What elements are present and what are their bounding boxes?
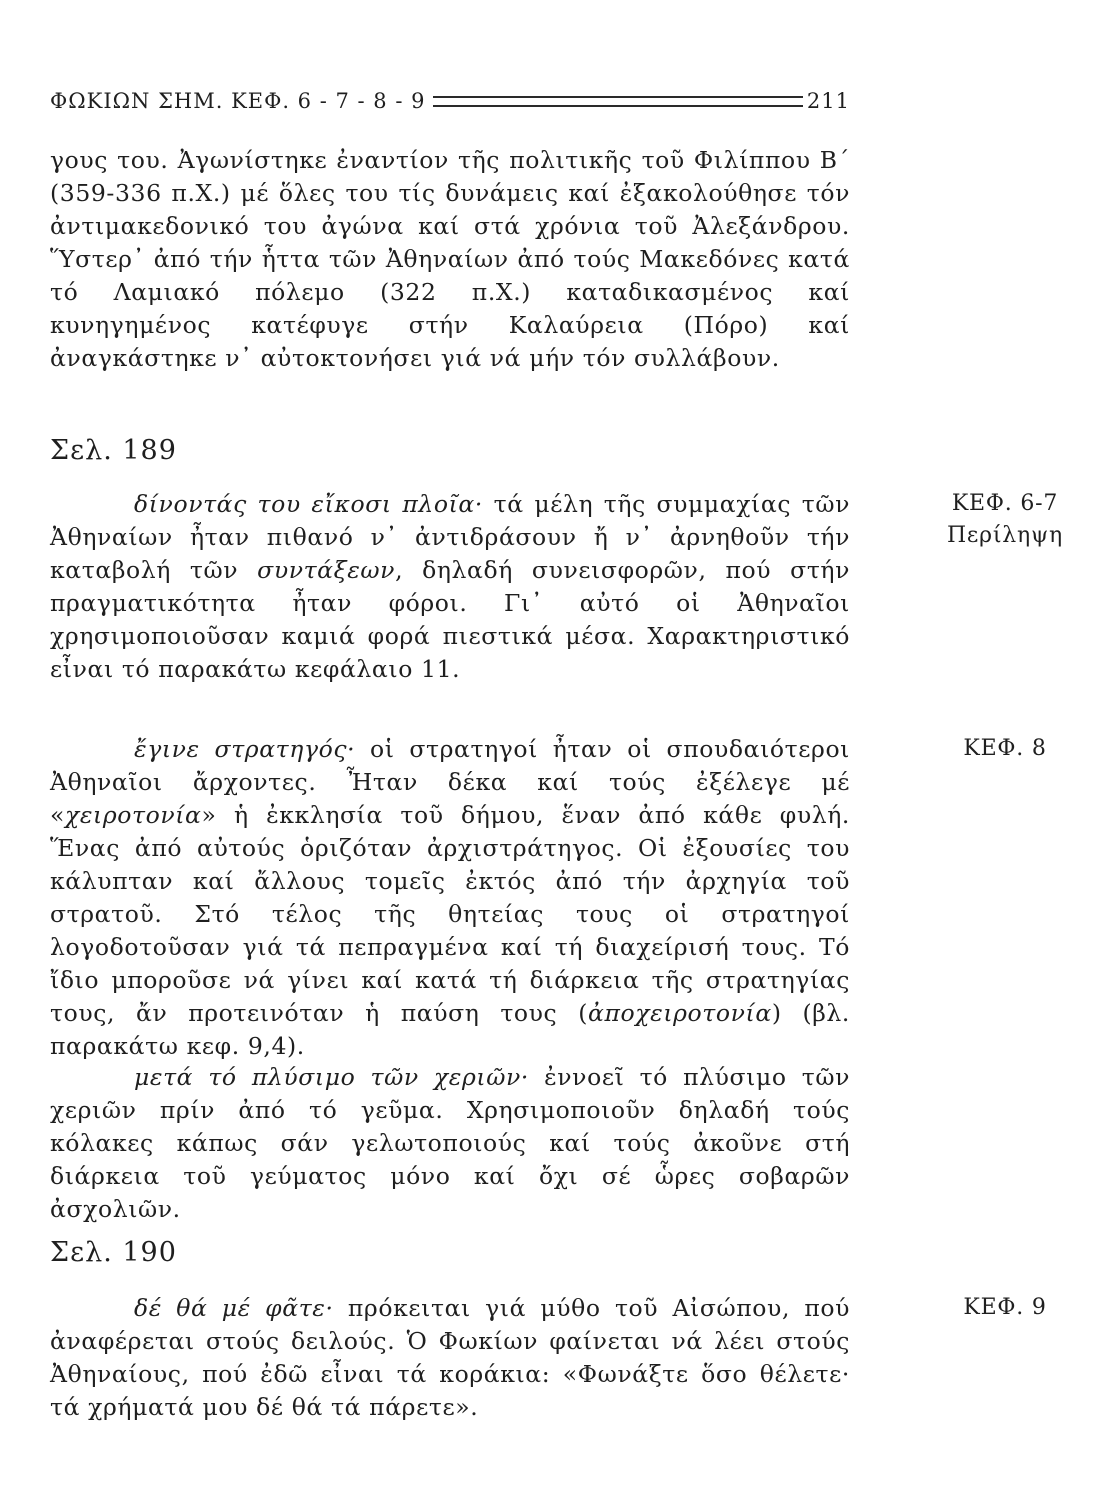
note-term: ἔγινε στρατηγός· xyxy=(134,735,356,763)
note-text: ) (βλ. παρακάτω κεφ. 9,4). xyxy=(50,999,851,1060)
section-heading-190: Σελ. 190 xyxy=(50,1237,177,1268)
margin-label: ΚΕΦ. 6-7 xyxy=(951,491,1059,516)
note-text: τά μέλη τῆς συμμαχίας τῶν Ἀθηναίων ἦταν πιθανό ν᾽ ἀντιδράσουν ἤ ν᾽ ἀρνηθοῦν τήν καταβολή τῶν xyxy=(50,490,850,584)
note-text: » ἡ ἐκκλησία τοῦ δήμου, ἕναν ἀπό κάθε φυλή. Ἕνας ἀπό αὐτούς ὁριζόταν ἀρχιστράτηγος. Οἱ ἐξουσίες του κάλυπταν καί ἄλλους τομεῖς ἐκτός ἀπό τήν ἀρχηγία τοῦ στρατοῦ. Στό τέλος τῆς θητείας τους οἱ στρατηγοί λογοδοτοῦσαν γιά τά πεπραγμένα καί τή διαχείρισή τους. Τό ἴδιο μποροῦσε νά γίνει καί κατά τή διάρκεια τῆς στρατηγίας τους, ἄν προτεινόταν ἡ παύση τους ( xyxy=(50,801,850,1027)
margin-note-kef-8 xyxy=(930,733,1080,765)
note-block xyxy=(50,1061,850,1226)
margin-label: ΚΕΦ. 9 xyxy=(963,1295,1047,1320)
note-text: πρόκειται γιά μύθο τοῦ Αἰσώπου, πού ἀναφέρεται στούς δειλούς. Ὁ Φωκίων φαίνεται νά λέει στούς Ἀθηναίους, πού ἐδῶ εἶναι τά κοράκια: «Φωνάξτε ὅσο θέλετε· τά χρήματά μου δέ θά τά πάρετε». xyxy=(50,1294,850,1421)
intro-paragraph-block xyxy=(50,144,850,375)
note-paragraph xyxy=(50,1061,850,1226)
note-text: οἱ στρατηγοί ἦταν οἱ σπουδαιότεροι Ἀθηναῖοι ἄρχοντες. Ἦταν δέκα καί τούς ἐξέλεγε μέ « xyxy=(50,735,851,829)
margin-note-kef-9 xyxy=(930,1292,1080,1324)
running-header xyxy=(50,86,850,116)
note-block xyxy=(50,733,850,1063)
note-term: δέ θά μέ φᾶτε· xyxy=(134,1294,334,1322)
note-paragraph xyxy=(50,1292,850,1424)
note-text: ἐννοεῖ τό πλύσιμο τῶν χεριῶν πρίν ἀπό τό γεῦμα. Χρησιμοποιοῦν δηλαδή τούς κόλακες κάπως σάν γελωτοποιούς καί τούς ἀκοῦνε στή διάρκεια τοῦ γεύματος μόνο καί ὄχι σέ ὧρες σοβαρῶν ἀσχολιῶν. xyxy=(50,1063,851,1223)
note-text: , δηλαδή συνεισφορῶν, πού στήν πραγματικότητα ἦταν φόροι. Γι᾽ αὐτό οἱ Ἀθηναῖοι χρησιμοποιοῦσαν καμιά φορά πιεστικά μέσα. Χαρακτηριστικό εἶναι τό παρακάτω κεφάλαιο 11. xyxy=(50,556,850,683)
running-title: ΦΩΚΙΩΝ ΣΗΜ. ΚΕΦ. 6 - 7 - 8 - 9 xyxy=(50,89,426,113)
note-paragraph xyxy=(50,488,850,686)
note-paragraph xyxy=(50,733,850,1063)
note-term: δίνοντάς του εἴκοσι πλοῖα· xyxy=(134,490,483,518)
header-double-rule xyxy=(433,96,802,107)
note-block xyxy=(50,1292,850,1424)
note-block xyxy=(50,488,850,686)
margin-sublabel: Περίληψη xyxy=(946,523,1064,548)
margin-label: ΚΕΦ. 8 xyxy=(963,736,1047,761)
section-heading-189: Σελ. 189 xyxy=(50,435,177,466)
page-number: 211 xyxy=(806,89,850,113)
margin-note-kef-6-7 xyxy=(930,488,1080,552)
note-term: μετά τό πλύσιμο τῶν χεριῶν· xyxy=(134,1063,529,1091)
intro-paragraph: γους του. Ἀγωνίστηκε ἐναντίον τῆς πολιτικῆς τοῦ Φιλίππου Β΄ (359-336 π.Χ.) μέ ὅλες του τίς δυνάμεις καί ἐξακολούθησε τόν ἀντιμακεδονικό του ἀγώνα καί στά χρόνια τοῦ Ἀλεξάνδρου. Ὕστερ᾽ ἀπό τήν ἧττα τῶν Ἀθηναίων ἀπό τούς Μακεδόνες κατά τό Λαμιακό πόλεμο (322 π.Χ.) καταδικασμένος καί κυνηγημένος κατέφυγε στήν Καλαύρεια (Πόρο) καί ἀναγκάστηκε ν᾽ αὐτοκτονήσει γιά νά μήν τόν συλλάβουν. xyxy=(50,146,850,372)
note-term-inline: ἀποχειροτονία xyxy=(588,999,772,1027)
note-term-inline: συντάξεων xyxy=(257,556,396,584)
note-term-inline: χειροτονία xyxy=(64,801,202,829)
